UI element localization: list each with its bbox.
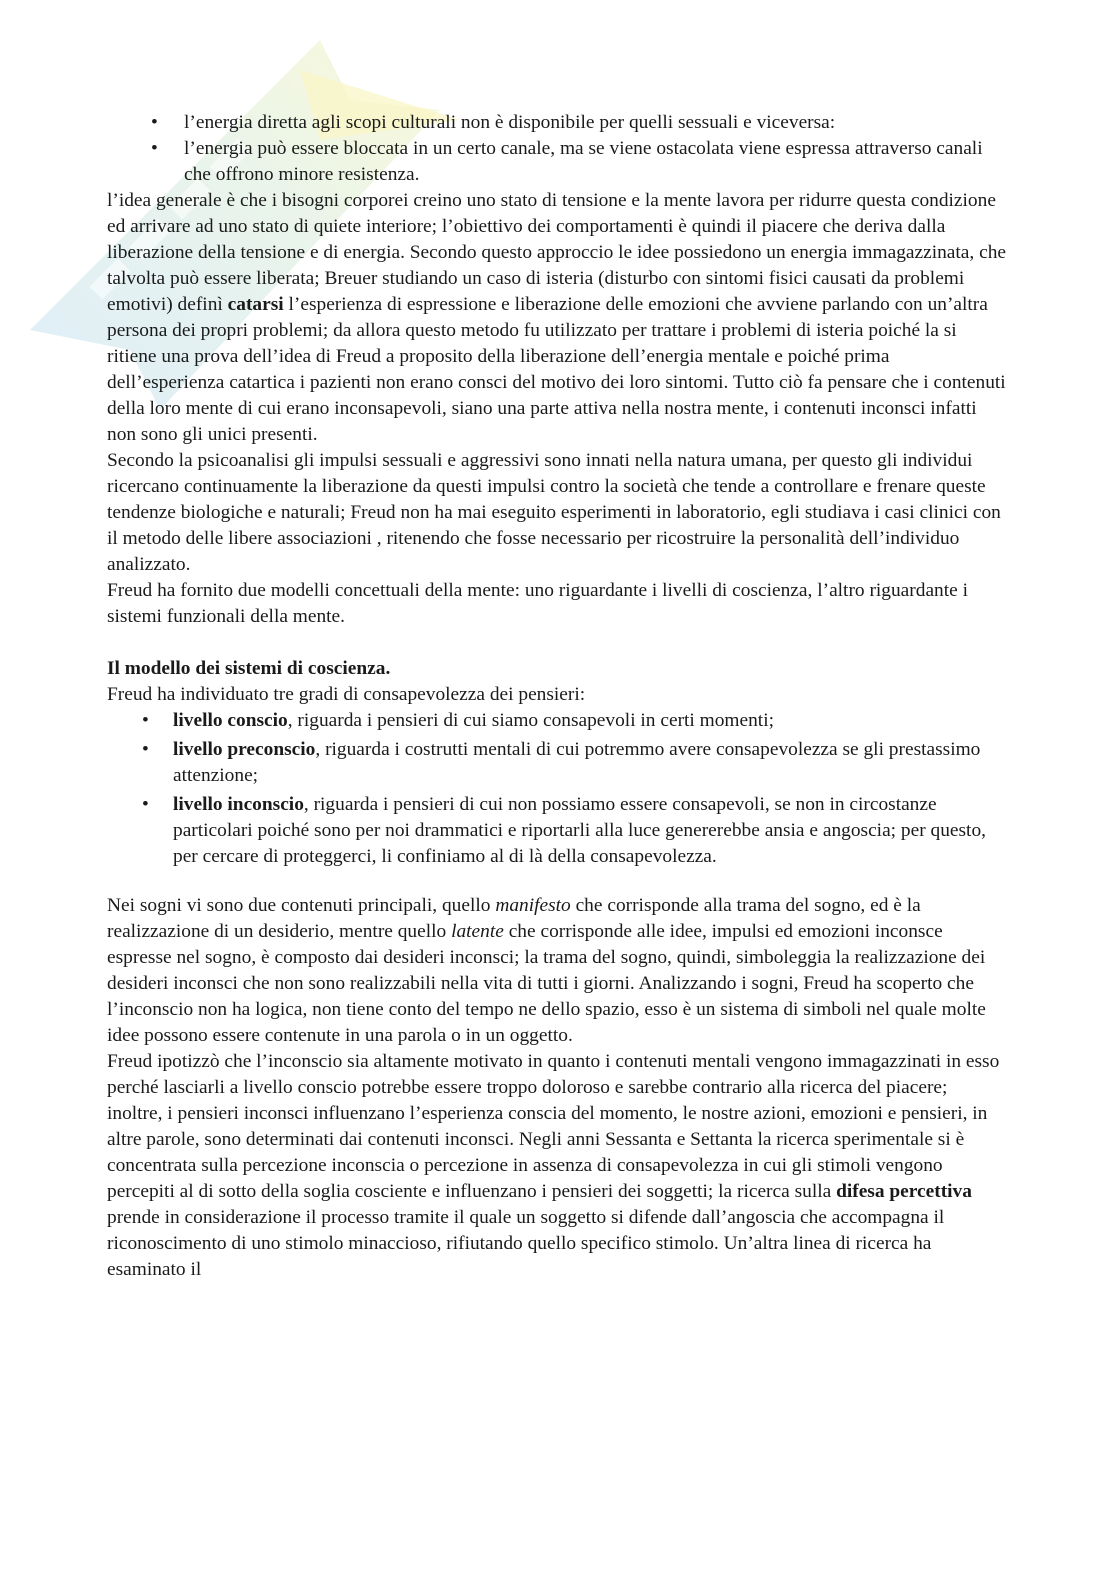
level-description: , riguarda i pensieri di cui non possiamo essere consapevoli, se non in circostanze particolari poiché sono per noi drammatici e riportarli alla luce genererebbe ansia e angoscia; per questo, per cercare di proteggerci, li confiniamo al di là della consapevolezza. xyxy=(173,794,986,867)
level-term: livello preconscio xyxy=(173,739,316,760)
consciousness-levels-list xyxy=(107,708,1007,870)
energy-bullet-list xyxy=(107,110,1007,188)
term-difesa-percettiva: difesa percettiva xyxy=(836,1181,972,1202)
paragraph-text: che corrisponde alle idee, impulsi ed emozioni inconsce espresse nel sogno, è composto dai desideri inconsci; la trama del sogno, quindi, simboleggia la realizzazione dei desideri inconsci che non sono realizzabili nella vita di tutti i giorni. Analizzando i sogni, Freud ha scoperto che l’inconscio non ha logica, non tiene conto del tempo ne dello spazio, esso è un sistema di simboli nel quale molte idee possono essere contenute in una parola o in un oggetto. xyxy=(107,921,986,1046)
list-item xyxy=(107,792,1007,870)
paragraph-text: l’esperienza di espressione e liberazione delle emozioni che avviene parlando con un’altra persona dei propri problemi; da allora questo metodo fu utilizzato per trattare i problemi di isteria poiché la si ritiene una prova dell’idea di Freud a proposito della liberazione dell’energia mentale e poiché prima dell’esperienza catartica i pazienti non erano consci del motivo dei loro sintomi. Tutto ciò fa pensare che i contenuti della loro mente di cui erano inconsapevoli, siano una parte attiva nella nostra mente, i contenuti inconsci infatti non sono gli unici presenti. xyxy=(107,294,1006,445)
paragraph-text: l’idea generale è che i bisogni corporei creino uno stato di tensione e la mente lavora per ridurre questa condizione ed arrivare ad uno stato di quiete interiore; l’obiettivo dei comportamenti è quindi il piacere che deriva dalla liberazione della tensione e di energia. Secondo questo approccio le idee possiedono un energia immagazzinata, che talvolta può essere liberata; Breuer studiando un caso di isteria (disturbo con sintomi fisici causati da problemi emotivi) definì xyxy=(107,190,1006,315)
list-item: • l’energia può essere bloccata in un certo canale, ma se viene ostacolata viene espressa attraverso canali che offrono minore resistenza. xyxy=(107,136,1007,188)
paragraph-text: prende in considerazione il processo tramite il quale un soggetto si difende dall’angoscia che accompagna il riconoscimento di uno stimolo minaccioso, rifiutando quello specifico stimolo. Un’altra linea di ricerca ha esaminato il xyxy=(107,1207,945,1280)
paragraph-tension xyxy=(107,188,1007,448)
paragraph-text: Nei sogni vi sono due contenuti principali, quello xyxy=(107,895,491,916)
paragraph-dreams xyxy=(107,893,1007,1049)
section-heading: Il modello dei sistemi di coscienza. xyxy=(107,658,391,679)
paragraph-text: Freud ipotizzò che l’inconscio sia altamente motivato in quanto i contenuti mentali vengono immagazzinati in esso perché lasciarli a livello conscio potrebbe essere troppo doloroso e sarebbe contrario alla ricerca del piacere; inoltre, i pensieri inconsci influenzano l’esperienza conscia del momento, le nostre azioni, emozioni e pensieri, in altre parole, sono determinati dai contenuti inconsci. Negli anni Sessanta e Settanta la ricerca sperimentale si è concentrata sulla percezione inconscia o percezione in assenza di consapevolezza in cui gli stimoli vengono percepiti al di sotto della soglia cosciente e influenzano i pensieri dei soggetti; la ricerca sulla xyxy=(107,1051,1000,1202)
section-intro: Freud ha individuato tre gradi di consapevolezza dei pensieri: xyxy=(107,684,586,705)
document-page xyxy=(107,110,1007,1283)
level-description: , riguarda i costrutti mentali di cui potremmo avere consapevolezza se gli prestassimo attenzione; xyxy=(173,739,981,786)
list-item xyxy=(107,737,1007,789)
term-latente: latente xyxy=(451,921,504,942)
term-catarsi: catarsi xyxy=(227,294,284,315)
paragraph-models: Freud ha fornito due modelli concettuali della mente: uno riguardante i livelli di coscienza, l’altro riguardante i sistemi funzionali della mente. xyxy=(107,580,968,627)
list-item xyxy=(107,708,1007,734)
term-manifesto: manifesto xyxy=(495,895,571,916)
level-term: livello inconscio xyxy=(173,794,304,815)
list-item: • l’energia diretta agli scopi culturali non è disponibile per quelli sessuali e viceversa: xyxy=(107,110,1007,136)
level-term: livello conscio xyxy=(173,710,288,731)
paragraph-unconscious xyxy=(107,1049,1007,1283)
paragraph-psychoanalysis: Secondo la psicoanalisi gli impulsi sessuali e aggressivi sono innati nella natura umana, per questo gli individui ricercano continuamente la liberazione da questi impulsi contro la società che tende a controllare e frenare queste tendenze biologiche e naturali; Freud non ha mai eseguito esperimenti in laboratorio, egli studiava i casi clinici con il metodo delle libere associazioni , ritenendo che fosse necessario per ricostruire la personalità dell’individuo analizzato. xyxy=(107,450,1001,575)
level-description: , riguarda i pensieri di cui siamo consapevoli in certi momenti; xyxy=(287,710,774,731)
paragraph-text: che corrisponde alla trama del sogno, ed è la realizzazione di un desiderio, mentre quello xyxy=(107,895,921,942)
